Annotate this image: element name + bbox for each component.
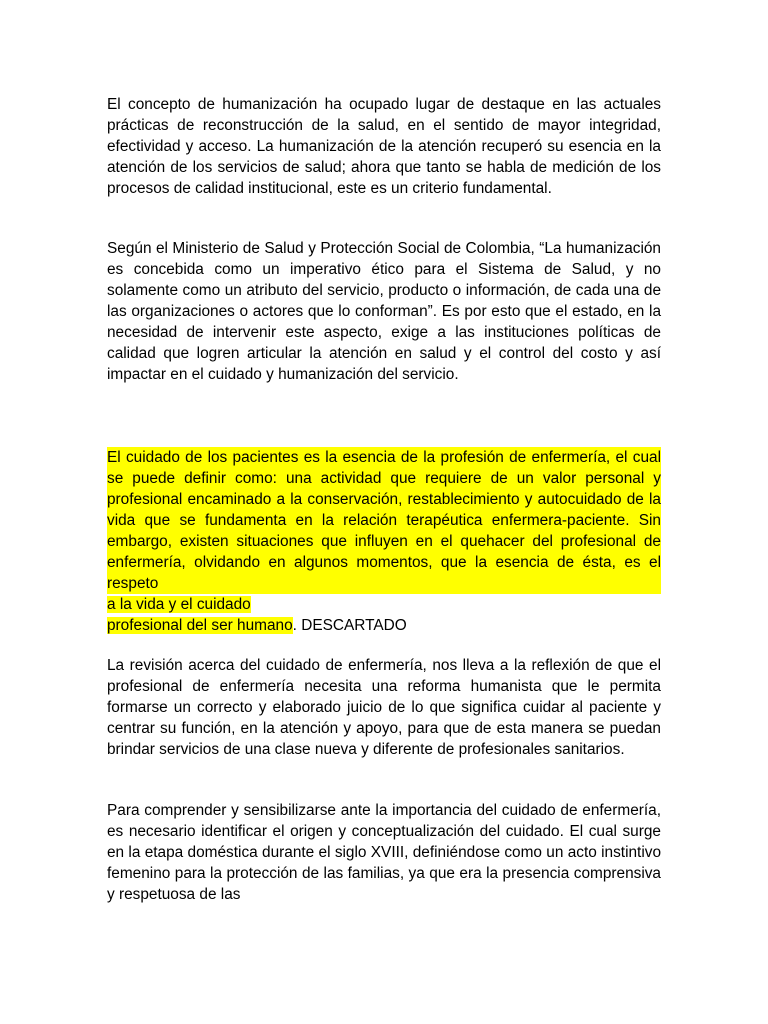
paragraph-humanization-concept: El concepto de humanización ha ocupado lugar de destaque en las actuales prácticas de reconstrucción de la salud, en el sentido de mayor integridad, efectividad y acceso. La humanización de la atención recuperó su esencia en la atención de los servicios de salud; ahora que tanto se habla de medición de los procesos de calidad institucional, este es un criterio fundamental. — [107, 96, 661, 197]
highlighted-text-line-2: a la vida y el cuidado — [107, 596, 251, 613]
highlighted-text: El cuidado de los pacientes es la esencia de la profesión de enfermería, el cual se puede definir como: una actividad que requiere de un valor personal y profesional encaminado a la conservación, restablecimiento y autocuidado de la vida que se fundamenta en la relación terapéutica enfermera-paciente. Sin embargo, existen situaciones que influyen en el quehacer del profesional de enfermería, olvidando en algunos momentos, que la esencia de ésta, es el respeto — [107, 449, 661, 592]
paragraph-highlighted-discarded — [107, 447, 661, 636]
discarded-label: . DESCARTADO — [292, 617, 407, 634]
paragraph-nursing-review: La revisión acerca del cuidado de enfermería, nos lleva a la reflexión de que el profesional de enfermería necesita una reforma humanista que le permita formarse un correcto y elaborado juicio de lo que significa cuidar al paciente y centrar su función, en la atención y apoyo, para que de esta manera se puedan brindar servicios de una clase nueva y diferente de profesionales sanitarios. — [107, 657, 661, 758]
paragraph-care-origin: Para comprender y sensibilizarse ante la importancia del cuidado de enfermería, es necesario identificar el origen y conceptualización del cuidado. El cual surge en la etapa doméstica durante el siglo XVIII, definiéndose como un acto instintivo femenino para la protección de las familias, ya que era la presencia comprensiva y respetuosa de las — [107, 802, 661, 903]
paragraph-ministry-quote: Según el Ministerio de Salud y Protección Social de Colombia, “La humanización es concebida como un imperativo ético para el Sistema de Salud, y no solamente como un atributo del servicio, producto o información, de cada una de las organizaciones o actores que lo conforman”. Es por esto que el estado, en la necesidad de intervenir este aspecto, exige a las instituciones políticas de calidad que logren articular la atención en salud y el control del costo y así impactar en el cuidado y humanización del servicio. — [107, 240, 661, 383]
highlighted-text-line-3: profesional del ser humano — [107, 617, 293, 634]
